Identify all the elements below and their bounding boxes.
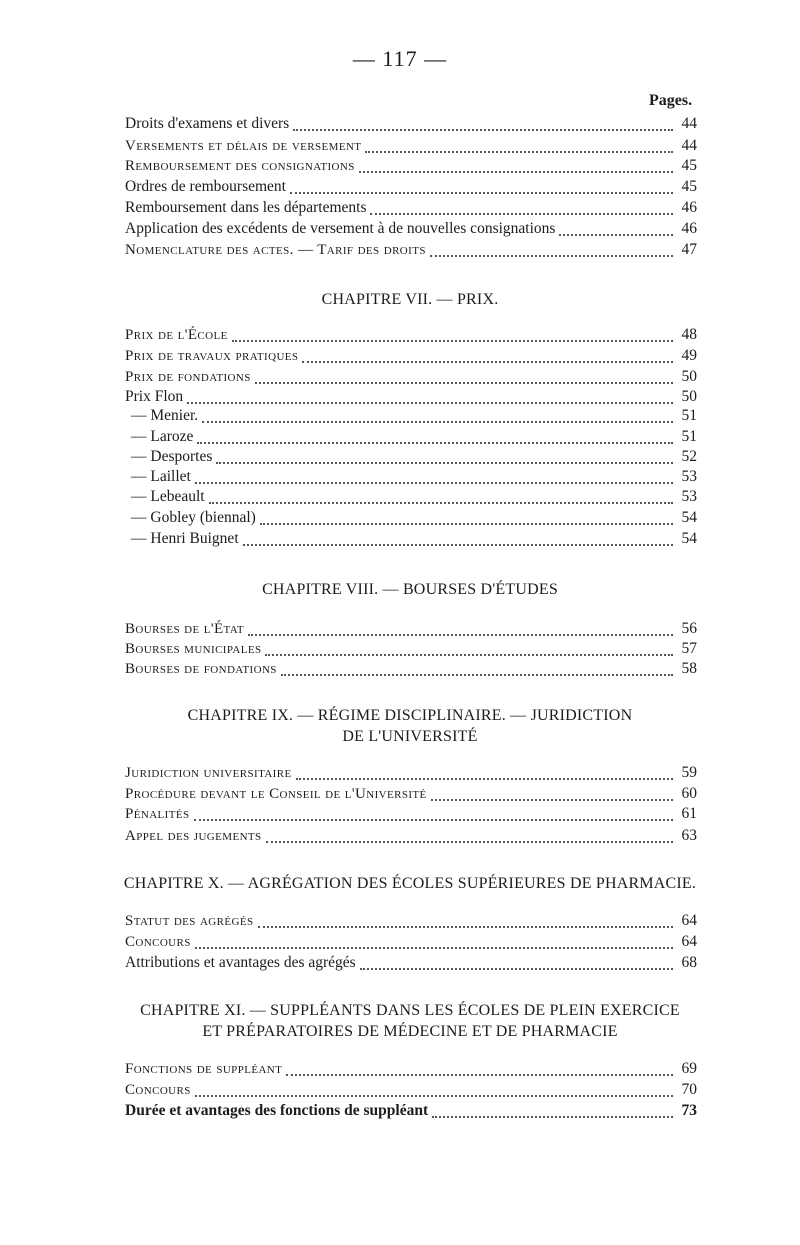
dot-leader — [195, 469, 673, 484]
entry-page: 59 — [681, 764, 697, 781]
toc-entry — [125, 784, 697, 804]
entry-label: Bourses de l'État — [125, 621, 245, 637]
dot-leader — [370, 200, 673, 215]
entry-label: Remboursement des consignations — [125, 158, 355, 174]
entry-label: Application des excédents de versement à de nouvelles consignations — [125, 220, 556, 237]
toc-entry — [125, 447, 697, 467]
entry-page: 70 — [681, 1081, 697, 1098]
entry-page: 64 — [681, 912, 697, 929]
entry-page: 46 — [681, 199, 697, 216]
entry-label: Statut des agrégés — [125, 913, 254, 929]
entry-label: — Desportes — [131, 448, 213, 465]
entry-label: Fonctions de suppléant — [125, 1061, 283, 1077]
dot-leader — [248, 621, 673, 636]
entry-page: 64 — [681, 933, 697, 950]
chapter-title-continuation: DE L'UNIVERSITÉ — [342, 728, 478, 745]
entry-page: 63 — [681, 827, 697, 844]
entry-label: Durée et avantages des fonctions de suppléant — [125, 1102, 429, 1119]
pages-column-label: Pages. — [649, 92, 693, 109]
entry-page: 46 — [681, 220, 697, 237]
toc-entry — [125, 114, 697, 134]
dot-leader — [293, 116, 673, 131]
dot-leader — [432, 1103, 673, 1118]
toc-entry — [125, 487, 697, 507]
entry-page: 44 — [681, 137, 697, 154]
entry-page: 53 — [681, 488, 697, 505]
entry-label: Bourses de fondations — [125, 661, 277, 677]
dot-leader — [281, 661, 673, 676]
entry-label: — Menier. — [131, 407, 199, 424]
chapter-title: CHAPITRE VII. — PRIX. — [321, 291, 499, 308]
entry-label: Concours — [125, 934, 191, 950]
toc-entry — [125, 240, 697, 260]
entry-page: 50 — [681, 368, 697, 385]
toc-entry — [125, 406, 697, 426]
toc-entry — [125, 932, 697, 952]
entry-label: Nomenclature des actes. — Tarif des droits — [125, 242, 426, 258]
entry-label: Prix Flon — [125, 388, 184, 405]
entry-label: — Laillet — [131, 468, 191, 485]
chapter-title: CHAPITRE X. — AGRÉGATION DES ÉCOLES SUPÉRIEURES DE PHARMACIE. — [123, 875, 697, 892]
entry-page: 52 — [681, 448, 697, 465]
toc-entry — [125, 427, 697, 447]
dot-leader — [216, 449, 673, 464]
dot-leader — [559, 221, 673, 236]
dot-leader — [258, 913, 674, 928]
entry-page: 45 — [681, 157, 697, 174]
dot-leader — [195, 934, 673, 949]
toc-entry — [125, 198, 697, 218]
entry-page: 48 — [681, 326, 697, 343]
dot-leader — [302, 348, 673, 363]
chapter-title: CHAPITRE XI. — SUPPLÉANTS DANS LES ÉCOLES DE PLEIN EXERCICE — [140, 1002, 680, 1019]
entry-label: Pénalités — [125, 806, 190, 822]
chapter-title-continuation: ET PRÉPARATOIRES DE MÉDECINE ET DE PHARMACIE — [202, 1023, 618, 1040]
toc-entry — [125, 325, 697, 345]
entry-label: — Laroze — [131, 428, 194, 445]
toc-entry — [125, 508, 697, 528]
dot-leader — [194, 806, 674, 821]
dot-leader — [209, 489, 673, 504]
toc-entry — [125, 639, 697, 659]
dot-leader — [202, 408, 673, 423]
entry-page: 50 — [681, 388, 697, 405]
entry-page: 56 — [681, 620, 697, 637]
entry-label: Procédure devant le Conseil de l'Université — [125, 786, 427, 802]
entry-label: Appel des jugements — [125, 828, 262, 844]
toc-entry — [125, 177, 697, 197]
entry-page: 57 — [681, 640, 697, 657]
toc-entry — [125, 826, 697, 846]
dot-leader — [359, 158, 673, 173]
entry-page: 51 — [681, 407, 697, 424]
toc-entry — [125, 659, 697, 679]
dot-leader — [431, 786, 673, 801]
entry-page: 60 — [681, 785, 697, 802]
dot-leader — [365, 138, 673, 153]
dot-leader — [430, 242, 673, 257]
entry-label: Prix de fondations — [125, 369, 251, 385]
toc-entry — [125, 467, 697, 487]
dot-leader — [360, 955, 673, 970]
toc-entry — [125, 619, 697, 639]
toc-entry — [125, 529, 697, 549]
entry-page: 44 — [681, 115, 697, 132]
page-number: — 117 — — [352, 46, 448, 71]
toc-entry — [125, 367, 697, 387]
toc-entry — [125, 156, 697, 176]
entry-label: Bourses municipales — [125, 641, 262, 657]
entry-page: 54 — [681, 530, 697, 547]
dot-leader — [255, 369, 673, 384]
chapter-title: CHAPITRE IX. — RÉGIME DISCIPLINAIRE. — JURIDICTION — [187, 707, 633, 724]
toc-entry — [125, 387, 697, 407]
toc-entry — [125, 911, 697, 931]
entry-page: 58 — [681, 660, 697, 677]
dot-leader — [243, 531, 673, 546]
entry-page: 53 — [681, 468, 697, 485]
entry-label: Concours — [125, 1082, 191, 1098]
entry-page: 51 — [681, 428, 697, 445]
entry-label: Prix de l'École — [125, 327, 228, 343]
toc-entry — [125, 1080, 697, 1100]
dot-leader — [260, 510, 673, 525]
chapter-title: CHAPITRE VIII. — BOURSES D'ÉTUDES — [262, 581, 558, 598]
toc-entry — [125, 804, 697, 824]
toc-entry — [125, 953, 697, 973]
entry-page: 45 — [681, 178, 697, 195]
dot-leader — [290, 179, 673, 194]
entry-label: Droits d'examens et divers — [125, 115, 290, 132]
entry-label: — Henri Buignet — [131, 530, 239, 547]
dot-leader — [266, 828, 673, 843]
entry-label: — Lebeault — [131, 488, 205, 505]
toc-entry — [125, 346, 697, 366]
entry-label: Ordres de remboursement — [125, 178, 286, 195]
entry-label: Attributions et avantages des agrégés — [125, 954, 356, 971]
entry-page: 68 — [681, 954, 697, 971]
toc-entry — [125, 136, 697, 156]
dot-leader — [265, 641, 673, 656]
dot-leader — [286, 1061, 673, 1076]
dot-leader — [232, 327, 673, 342]
dot-leader — [197, 429, 673, 444]
entry-page: 73 — [681, 1102, 697, 1119]
dot-leader — [187, 389, 673, 404]
entry-page: 61 — [681, 805, 697, 822]
dot-leader — [296, 765, 673, 780]
entry-label: Prix de travaux pratiques — [125, 348, 299, 364]
entry-page: 49 — [681, 347, 697, 364]
entry-page: 47 — [681, 241, 697, 258]
toc-entry — [125, 1101, 697, 1121]
entry-page: 54 — [681, 509, 697, 526]
toc-entry — [125, 763, 697, 783]
entry-label: Remboursement dans les départements — [125, 199, 367, 216]
entry-label: Versements et délais de versement — [125, 138, 362, 154]
entry-label: — Gobley (biennal) — [131, 509, 256, 526]
entry-label: Juridiction universitaire — [125, 765, 292, 781]
toc-entry — [125, 219, 697, 239]
toc-entry — [125, 1059, 697, 1079]
entry-page: 69 — [681, 1060, 697, 1077]
dot-leader — [195, 1082, 673, 1097]
